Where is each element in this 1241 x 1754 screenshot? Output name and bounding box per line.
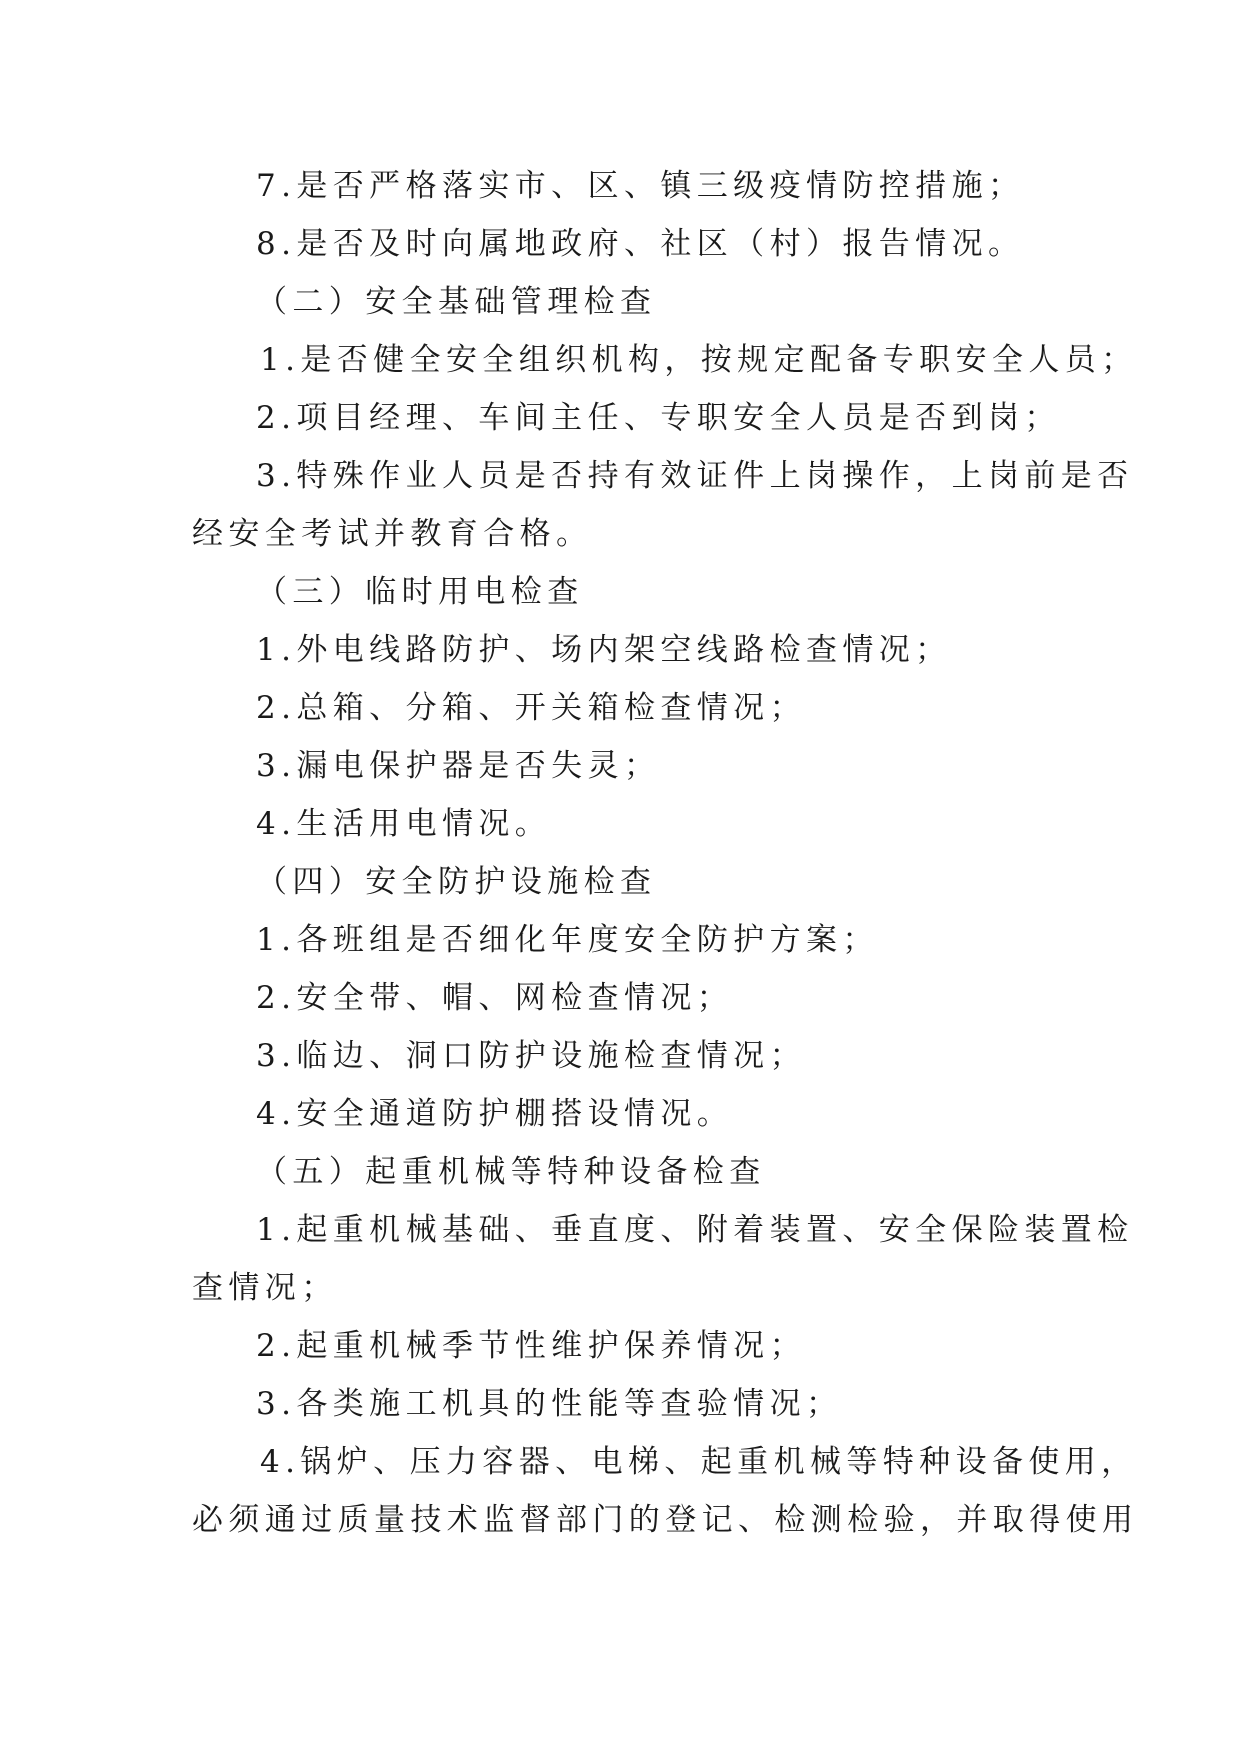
section-5-item-4: 4.锅炉、压力容器、电梯、起重机械等特种设备使用， xyxy=(260,1444,1138,1480)
section-5-item-1-continuation: 查情况； xyxy=(192,1270,338,1306)
section-4-item-2: 2.安全带、帽、网检查情况； xyxy=(256,980,734,1016)
section-2-item-3: 3.特殊作业人员是否持有效证件上岗操作，上岗前是否 xyxy=(256,458,1134,494)
section-2-item-1: 1.是否健全安全组织机构，按规定配备专职安全人员； xyxy=(260,342,1138,378)
section-3-heading: （三）临时用电检查 xyxy=(256,574,584,610)
section-2-item-2: 2.项目经理、车间主任、专职安全人员是否到岗； xyxy=(256,400,1061,436)
section-2-heading: （二）安全基础管理检查 xyxy=(256,284,657,320)
section-3-item-2: 2.总箱、分箱、开关箱检查情况； xyxy=(256,690,806,726)
section-4-item-3: 3.临边、洞口防护设施检查情况； xyxy=(256,1038,806,1074)
section-5-item-2: 2.起重机械季节性维护保养情况； xyxy=(256,1328,806,1364)
section-2-item-3-continuation: 经安全考试并教育合格。 xyxy=(192,516,593,552)
section-5-item-4-continuation: 必须通过质量技术监督部门的登记、检测检验，并取得使用 xyxy=(192,1502,1139,1538)
section-4-heading: （四）安全防护设施检查 xyxy=(256,864,657,900)
item-7-epidemic-control: 7.是否严格落实市、区、镇三级疫情防控措施； xyxy=(256,168,1025,204)
section-5-item-3: 3.各类施工机具的性能等查验情况； xyxy=(256,1386,843,1422)
section-5-item-1: 1.起重机械基础、垂直度、附着装置、安全保险装置检 xyxy=(256,1212,1134,1248)
section-3-item-3: 3.漏电保护器是否失灵； xyxy=(256,748,661,784)
section-4-item-1: 1.各班组是否细化年度安全防护方案； xyxy=(256,922,879,958)
section-3-item-1: 1.外电线路防护、场内架空线路检查情况； xyxy=(256,632,952,668)
section-5-heading: （五）起重机械等特种设备检查 xyxy=(256,1154,766,1190)
item-8-report-status: 8.是否及时向属地政府、社区（村）报告情况。 xyxy=(256,226,1025,262)
section-3-item-4: 4.生活用电情况。 xyxy=(256,806,552,842)
section-4-item-4: 4.安全通道防护棚搭设情况。 xyxy=(256,1096,734,1132)
